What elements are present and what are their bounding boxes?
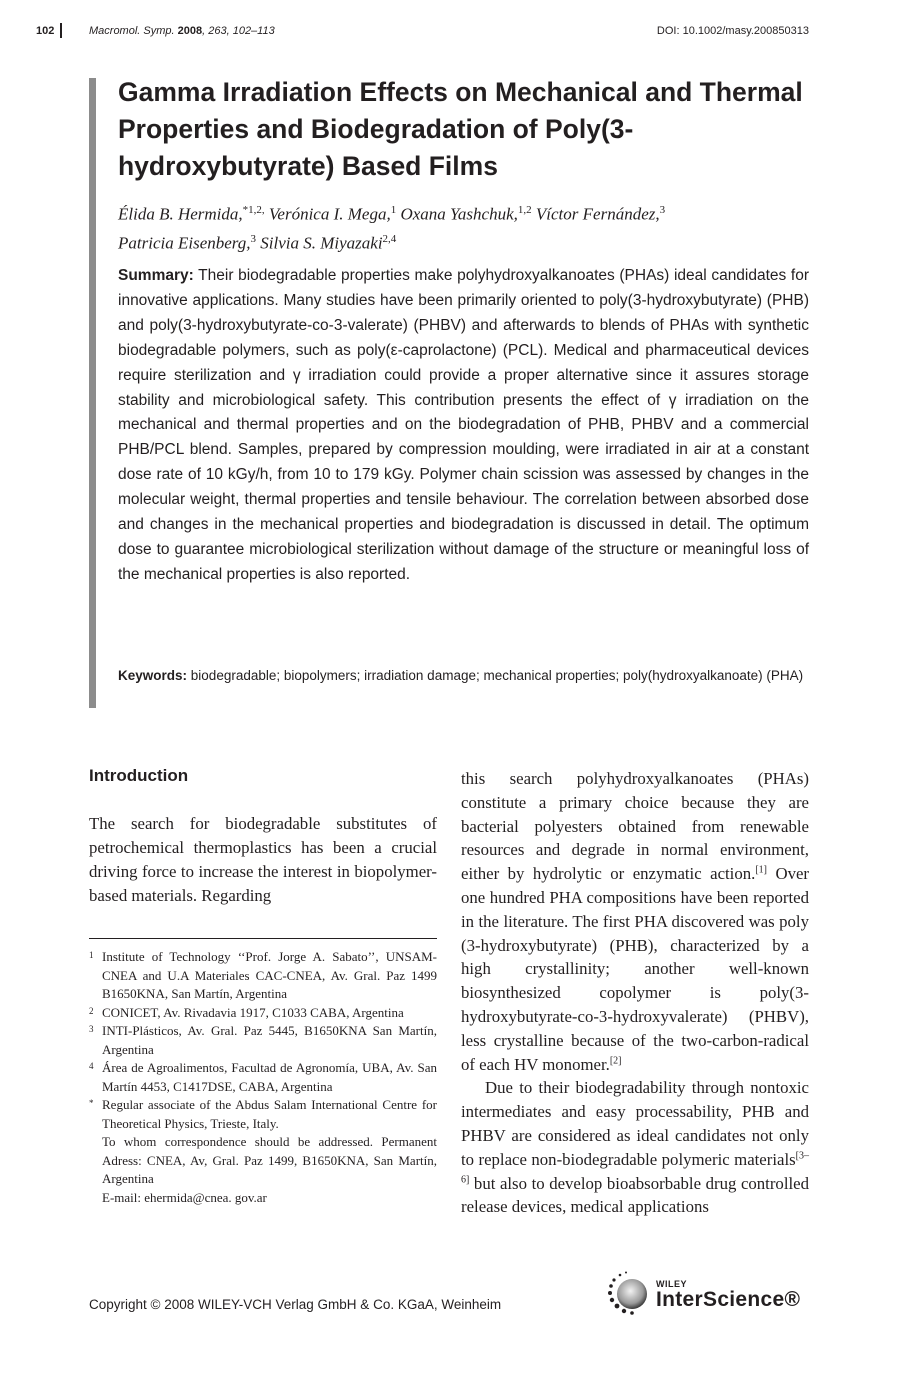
- journal-year: 2008: [177, 25, 203, 37]
- intro-text: Due to their biodegradability through nontoxic intermediates and easy processability, PHB and PHBV are considered as ideal candidates not only to replace non-biodegradable polymeric materials: [461, 1078, 809, 1169]
- journal-volume-pages: , 263, 102–113: [202, 25, 275, 37]
- intro-text: Over one hundred PHA compositions have been reported in the literature. The first PHA discovered was poly (3-hydroxybutyrate) (PHB), characterized by a high crystallinity; another well-known biosynthesized copolymer is poly(3-hydroxybutyrate-co-3-hydroxyvalerate) (PHBV), less crystalline because of the two-carbon-radical of each HV monomer.: [461, 864, 809, 1074]
- author-affiliation: 3: [250, 232, 257, 245]
- footnote: [89, 1004, 437, 1023]
- footnote-mark: *: [89, 1098, 94, 1108]
- left-column: [89, 764, 437, 908]
- author-affiliation: 1: [390, 204, 397, 216]
- author-affiliation: *1,2,: [242, 204, 265, 216]
- author-name: Silvia S. Miyazaki: [260, 233, 383, 253]
- doi: DOI: 10.1002/masy.200850313: [656, 25, 809, 37]
- intro-paragraph-continued: [461, 767, 809, 1076]
- footnote: [89, 1096, 437, 1133]
- footnote-text: Área de Agroalimentos, Facultad de Agronomía, UBA, Av. San Martín 4453, C1417DSE, CABA, Argentina: [102, 1060, 437, 1094]
- footnote-text: CONICET, Av. Rivadavia 1917, C1033 CABA, Argentina: [102, 1004, 404, 1020]
- copyright-notice: Copyright © 2008 WILEY-VCH Verlag GmbH & Co. KGaA, Weinheim: [89, 1297, 502, 1312]
- abstract-accent-bar: [89, 78, 96, 708]
- footnote-mark: 3: [89, 1024, 94, 1034]
- footnote-divider: [89, 938, 437, 939]
- footnote-mark: 1: [89, 950, 94, 960]
- section-heading-introduction: Introduction: [89, 766, 189, 785]
- footnote: [89, 1059, 437, 1096]
- author-name: Élida B. Hermida,: [118, 204, 243, 224]
- article-title: Gamma Irradiation Effects on Mechanical and Thermal Properties and Biodegradation of Poly(3-hydroxybutyrate) Based Films: [118, 77, 803, 181]
- keywords-text: biodegradable; biopolymers; irradiation damage; mechanical properties; poly(hydroxyalkanoate) (PHA): [190, 668, 804, 683]
- correspondence-note: [89, 1133, 437, 1189]
- author-affiliation: 3: [659, 204, 666, 216]
- intro-text: but also to develop bioabsorbable drug controlled release devices, medical applications: [461, 1173, 809, 1217]
- footnote-mark: 2: [89, 1005, 94, 1016]
- affiliation-footnotes: [89, 948, 437, 1207]
- running-header: [0, 25, 905, 43]
- keywords-label: Keywords:: [118, 668, 188, 683]
- journal-name: Macromol. Symp.: [89, 25, 175, 37]
- globe-swirl-icon: [606, 1270, 654, 1316]
- interscience-logo: [606, 1270, 816, 1316]
- correspondence-email: [89, 1189, 437, 1208]
- intro-paragraph-2: [461, 1076, 809, 1219]
- footnote-text: Institute of Technology ‘‘Prof. Jorge A. Sabato’’, UNSAM-CNEA and U.A Materiales CAC-CNEA, Av. Gral. Paz 1499 B1650KNA, San Martín, Argentina: [102, 949, 437, 1001]
- author-name: Víctor Fernández,: [535, 204, 660, 224]
- logo-name: InterScience®: [656, 1288, 801, 1311]
- summary-label: Summary:: [118, 267, 194, 284]
- summary-text: Their biodegradable properties make polyhydroxyalkanoates (PHAs) ideal candidates for innovative applications. Many studies have been primarily oriented to poly(3-hydroxybutyrate) (PHB) and poly(3-hydroxybutyrate-co-3-valerate) (PHBV) and afterwards to blends of PHAs with synthetic biodegradable polymers, such as poly(ε-caprolactone) (PCL). Medical and pharmaceutical devices require sterilization and γ irradiation could provide a proper alternative since it assures storage stability and microbiological safety. This contribution presents the effect of γ irradiation on the mechanical and thermal properties and on the biodegradation of PHB, PHBV and a commercial PHB/PCL blend. Samples, prepared by compression moulding, were irradiated in air at a constant dose rate of 10 kGy/h, from 10 to 179 kGy. Polymer chain scission was assessed by changes in the molecular weight, thermal properties and tensile behaviour. The correlation between absorbed dose and changes in the mechanical properties and biodegradation is discussed in detail. The optimum dose to guarantee microbiological sterilization without damage of the structure or meaningful loss of the mechanical properties is also reported.: [118, 267, 810, 583]
- citation-ref: [1]: [755, 864, 767, 876]
- author-list: [118, 198, 818, 255]
- page-number-divider: [60, 23, 62, 38]
- author-affiliation: 2,4: [382, 232, 397, 245]
- right-column: [461, 767, 809, 1219]
- footnote-text: INTI-Plásticos, Av. Gral. Paz 5445, B1650KNA San Martín, Argentina: [102, 1023, 437, 1057]
- logo-publisher: WILEY: [656, 1279, 687, 1289]
- abstract-summary: [118, 264, 809, 588]
- keywords: [118, 664, 809, 687]
- citation-ref: [3–6]: [461, 1150, 809, 1185]
- correspondence-text: To whom correspondence should be addressed. Permanent Adress: CNEA, Av, Gral. Paz 1499, B1650KNA, San Martín, Argentina: [102, 1134, 437, 1186]
- footnote: [89, 948, 437, 1004]
- footnote-text: Regular associate of the Abdus Salam International Centre for Theoretical Physics, Trieste, Italy.: [102, 1097, 437, 1131]
- author-affiliation: 1,2: [517, 204, 532, 216]
- email-text: E-mail: ehermida@cnea. gov.ar: [102, 1189, 267, 1205]
- intro-text: this search polyhydroxyalkanoates (PHAs) constitute a primary choice because they are bacterial polyesters obtained from renewable resources and degrade in normal environment, either by hydrolytic or enzymatic action.: [461, 769, 809, 884]
- footnote: [89, 1022, 437, 1059]
- author-name: Patricia Eisenberg,: [118, 233, 251, 253]
- page-number: 102: [36, 25, 55, 37]
- intro-paragraph: The search for biodegradable substitutes of petrochemical thermoplastics has been a crucial driving force to increase the interest in biopolymer-based materials. Regarding: [89, 814, 437, 905]
- citation-ref: [2]: [609, 1054, 622, 1066]
- author-name: Oxana Yashchuk,: [400, 204, 518, 224]
- journal-citation: [89, 25, 275, 37]
- footnote-mark: 4: [89, 1061, 94, 1071]
- author-name: Verónica I. Mega,: [268, 204, 391, 224]
